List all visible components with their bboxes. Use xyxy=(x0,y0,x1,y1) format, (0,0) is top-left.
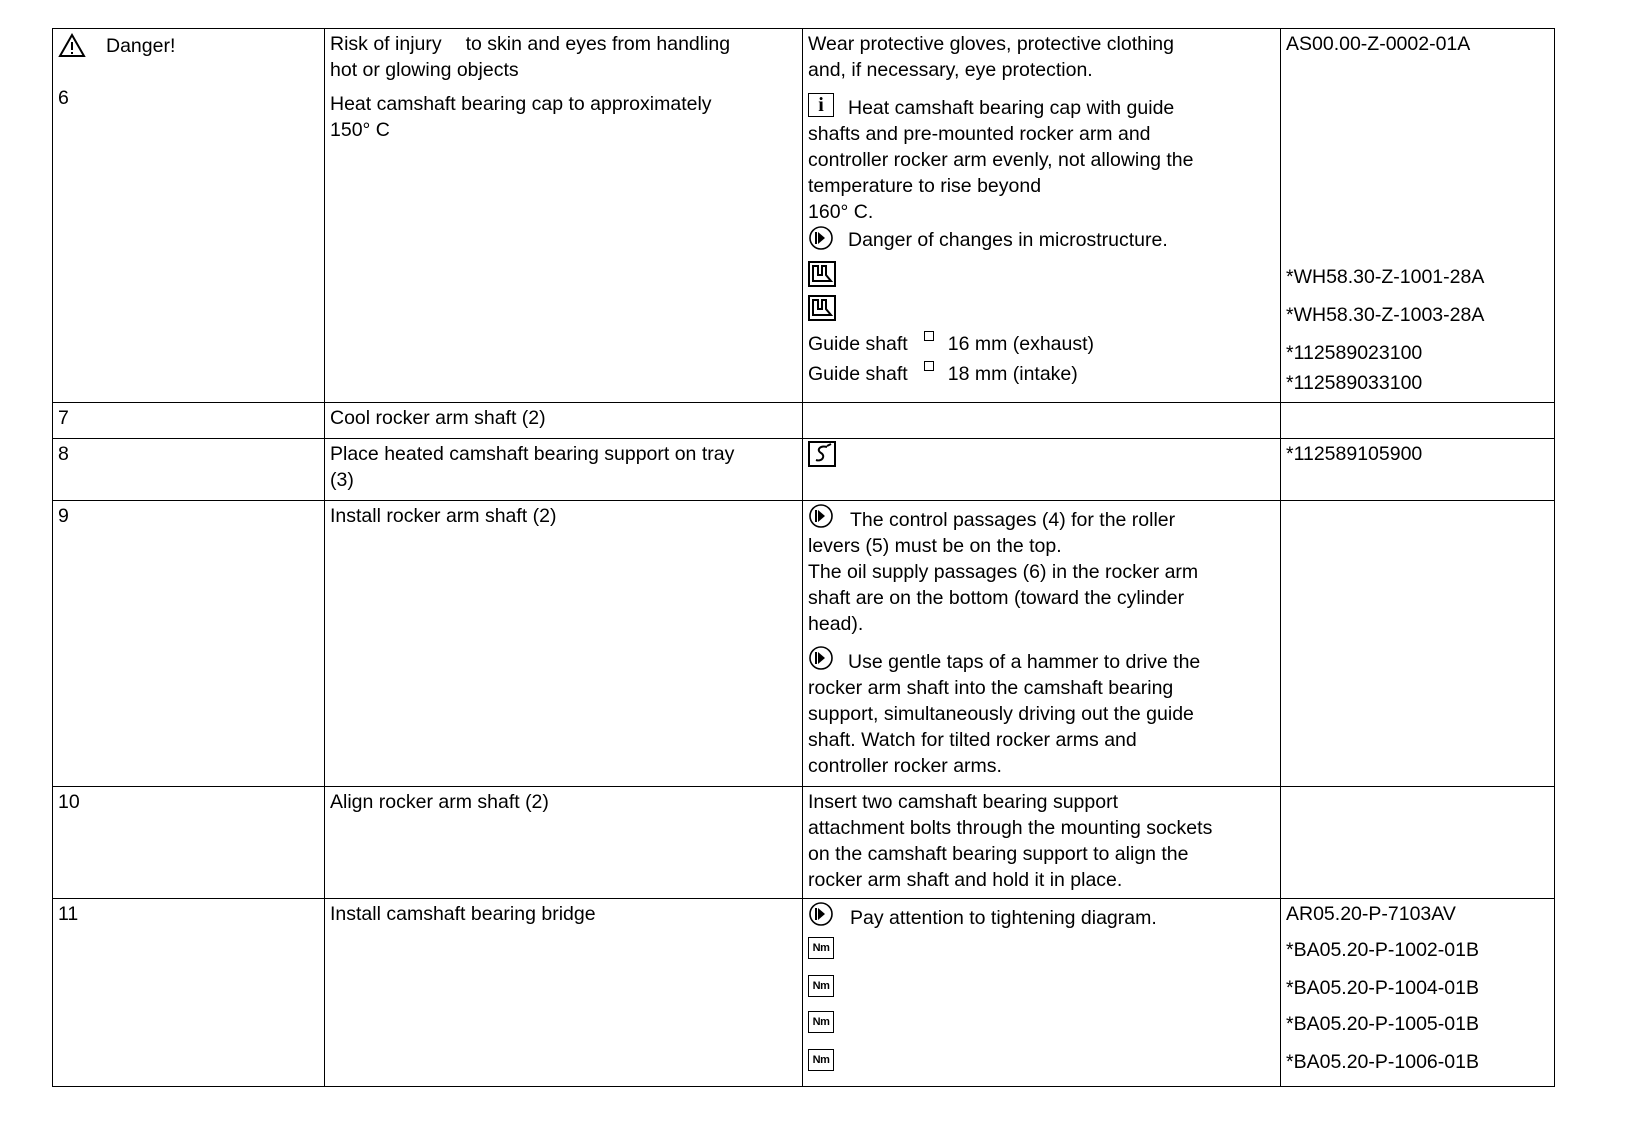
table-row xyxy=(53,403,1555,439)
measure-cell xyxy=(803,899,1281,1087)
reference-cell xyxy=(1281,501,1555,787)
step-description: Install camshaft bearing bridge xyxy=(330,903,596,925)
info-text: shafts and pre-mounted rocker arm and xyxy=(808,123,1151,145)
reference-link[interactable]: *BA05.20-P-1005-01B xyxy=(1286,1013,1479,1035)
reference-link[interactable]: AS00.00-Z-0002-01A xyxy=(1286,33,1471,55)
torque-icon: Nm xyxy=(808,1011,834,1033)
reference-cell xyxy=(1281,899,1555,1087)
info-text: controller rocker arm evenly, not allowing the xyxy=(808,149,1194,171)
danger-label: Danger! xyxy=(106,35,176,57)
measure-cell xyxy=(803,787,1281,899)
notice-text: The control passages (4) for the roller xyxy=(850,509,1176,531)
measure-cell xyxy=(803,501,1281,787)
step-number: 11 xyxy=(58,903,79,925)
torque-icon: Nm xyxy=(808,975,834,997)
measure-cell xyxy=(803,29,1281,403)
notice-icon xyxy=(808,645,834,671)
reference-link[interactable]: *112589105900 xyxy=(1286,443,1423,465)
notice-text: rocker arm shaft into the camshaft bearing xyxy=(808,677,1174,699)
measure-text: Insert two camshaft bearing support xyxy=(808,791,1118,813)
procedure-table xyxy=(52,28,1555,1087)
tool-tray-icon xyxy=(808,441,836,467)
notice-icon xyxy=(808,503,834,529)
reference-cell xyxy=(1281,787,1555,899)
notice-text: Use gentle taps of a hammer to drive the xyxy=(848,651,1201,673)
step-number-cell xyxy=(53,403,325,439)
step-description-cell xyxy=(325,787,803,899)
step-number-cell xyxy=(53,501,325,787)
diameter-square-icon xyxy=(924,331,934,341)
notice-text: The oil supply passages (6) in the rocker arm xyxy=(808,561,1199,583)
reference-link[interactable]: AR05.20-P-7103AV xyxy=(1286,903,1456,925)
reference-link[interactable]: *WH58.30-Z-1003-28A xyxy=(1286,304,1485,326)
step-description: (3) xyxy=(330,469,354,491)
measure-cell xyxy=(803,403,1281,439)
notice-icon xyxy=(808,901,834,927)
special-tool-icon xyxy=(808,261,836,287)
step-number-cell xyxy=(53,787,325,899)
table-row xyxy=(53,439,1555,501)
guide-shaft-size: 16 mm (exhaust) xyxy=(947,333,1095,355)
table-row xyxy=(53,787,1555,899)
notice-text: controller rocker arms. xyxy=(808,755,1002,777)
measure-text: rocker arm shaft and hold it in place. xyxy=(808,869,1123,891)
special-tool-icon xyxy=(808,295,836,321)
step-number: 10 xyxy=(58,791,80,813)
step-description: Cool rocker arm shaft (2) xyxy=(330,407,546,429)
notice-text: shaft are on the bottom (toward the cylinder xyxy=(808,587,1185,609)
notice-icon xyxy=(808,225,834,251)
measure-text: and, if necessary, eye protection. xyxy=(808,59,1093,81)
danger-step-line: Risk of injury to skin and eyes from handling xyxy=(330,33,731,55)
table-row xyxy=(53,899,1555,1087)
step-description: Place heated camshaft bearing support on tray xyxy=(330,443,735,465)
step-number: 8 xyxy=(58,443,69,465)
info-text: Heat camshaft bearing cap with guide xyxy=(848,97,1175,119)
measure-text: Wear protective gloves, protective clothing xyxy=(808,33,1174,55)
info-text: 160° C. xyxy=(808,201,874,223)
info-text: temperature to rise beyond xyxy=(808,175,1042,197)
step-description: Install rocker arm shaft (2) xyxy=(330,505,557,527)
step-number-cell xyxy=(53,899,325,1087)
reference-link[interactable]: *112589023100 xyxy=(1286,342,1423,364)
step-description-cell xyxy=(325,403,803,439)
reference-link[interactable]: *BA05.20-P-1002-01B xyxy=(1286,939,1479,961)
step-number: 7 xyxy=(58,407,69,429)
reference-link[interactable]: *112589033100 xyxy=(1286,372,1423,394)
step-description-cell xyxy=(325,899,803,1087)
torque-icon: Nm xyxy=(808,937,834,959)
step-description-cell xyxy=(325,501,803,787)
notice-text: support, simultaneously driving out the guide xyxy=(808,703,1194,725)
step-description-cell xyxy=(325,439,803,501)
notice-text: levers (5) must be on the top. xyxy=(808,535,1062,557)
notice-text: Pay attention to tightening diagram. xyxy=(850,907,1157,929)
table-row xyxy=(53,29,1555,403)
reference-link[interactable]: *WH58.30-Z-1001-28A xyxy=(1286,266,1485,288)
guide-shaft-label: Guide shaft xyxy=(808,333,908,355)
notice-text: Danger of changes in microstructure. xyxy=(848,229,1168,251)
reference-cell xyxy=(1281,403,1555,439)
reference-link[interactable]: *BA05.20-P-1004-01B xyxy=(1286,977,1479,999)
measure-cell xyxy=(803,439,1281,501)
reference-cell xyxy=(1281,29,1555,403)
reference-link[interactable]: *BA05.20-P-1006-01B xyxy=(1286,1051,1479,1073)
step-description: Align rocker arm shaft (2) xyxy=(330,791,549,813)
diameter-square-icon xyxy=(924,361,934,371)
notice-text: shaft. Watch for tilted rocker arms and xyxy=(808,729,1137,751)
notice-text: head). xyxy=(808,613,864,635)
table-row xyxy=(53,501,1555,787)
reference-cell xyxy=(1281,439,1555,501)
measure-text: on the camshaft bearing support to align the xyxy=(808,843,1189,865)
step-number-cell xyxy=(53,439,325,501)
step-description-cell xyxy=(325,29,803,403)
measure-text: attachment bolts through the mounting sockets xyxy=(808,817,1213,839)
step-number: 9 xyxy=(58,505,69,527)
step-number: 6 xyxy=(58,87,69,109)
step-description: Heat camshaft bearing cap to approximately xyxy=(330,93,712,115)
step-description: 150° C xyxy=(330,119,390,141)
info-icon: i xyxy=(808,93,834,117)
warning-triangle-icon xyxy=(58,33,86,58)
danger-step-line: hot or glowing objects xyxy=(330,59,519,81)
guide-shaft-label: Guide shaft xyxy=(808,363,908,385)
torque-icon: Nm xyxy=(808,1049,834,1071)
step-number-cell xyxy=(53,29,325,403)
guide-shaft-size: 18 mm (intake) xyxy=(947,363,1078,385)
